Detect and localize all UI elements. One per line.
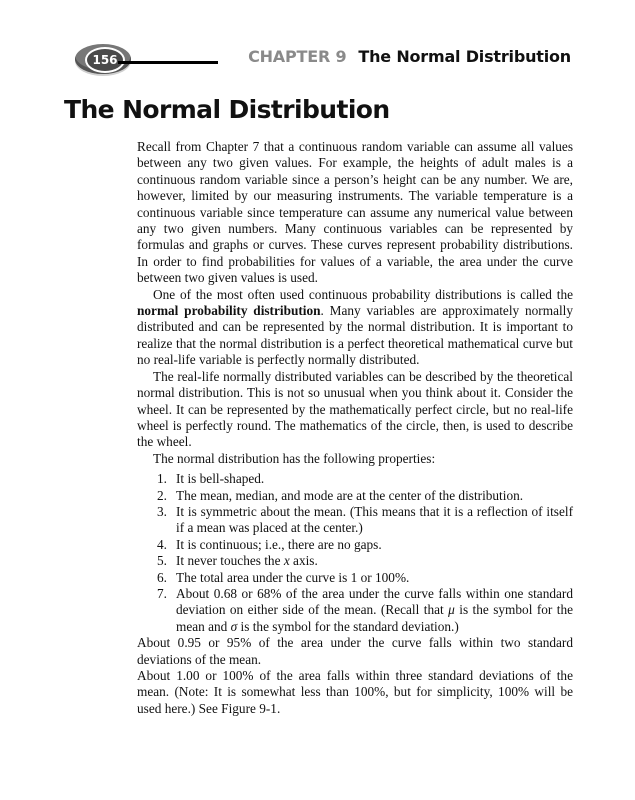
sigma-symbol: σ xyxy=(230,618,238,634)
list-number: 7. xyxy=(157,585,167,601)
list-number: 6. xyxy=(157,569,167,585)
body-text xyxy=(137,139,573,717)
chapter-title: The Normal Distribution xyxy=(358,47,571,66)
list-number: 3. xyxy=(157,503,167,519)
paragraph-1: Recall from Chapter 7 that a continuous random variable can assume all values between any two given values. For example, the heights of adult males is a continuous random variable since a person’s height can be any number. We are, however, limited by our measuring instruments. The variable temperature is a continuous variable since temperature can assume any numerical value between any two given numbers. Many continuous variables can be represented by formulas and graphs or curves. These curves represent probability distributions. In order to find probabilities for values of a variable, the area under the curve between two given values is used. xyxy=(137,139,573,286)
list-text: It is bell-shaped. xyxy=(176,471,265,487)
chapter-label: CHAPTER 9 xyxy=(248,47,347,66)
list-text: It is symmetric about the mean. (This means that it is a reflection of itself if a mean was placed at the center.) xyxy=(176,503,573,536)
list-text-cont: is the symbol for the mean and xyxy=(176,602,574,634)
paragraph-4: The normal distribution has the following properties: xyxy=(153,450,436,466)
paragraph-2-text: One of the most often used continuous probability distributions is called the xyxy=(153,286,573,302)
list-text: About 0.68 or 68% of the area under the curve falls within one standard deviation on either side of the mean. (Recall that xyxy=(176,585,573,618)
list-item xyxy=(137,586,573,635)
list-item xyxy=(137,488,573,504)
page-number: 156 xyxy=(85,47,125,73)
list-text-cont: is the symbol for the standard deviation.) xyxy=(237,618,459,634)
running-header xyxy=(0,0,635,90)
section-title: The Normal Distribution xyxy=(64,95,390,124)
list-text: It never touches the xyxy=(176,553,284,569)
list-item xyxy=(137,570,573,586)
list-item-7-continuation-2: About 1.00 or 100% of the area falls within three standard deviations of the mean. (Note: It is somewhat less than 100%, but for simplicity, 100% will be used here.) See Figure 9-1. xyxy=(137,668,573,716)
list-item xyxy=(137,504,573,537)
list-number: 1. xyxy=(157,471,167,487)
list-text: The total area under the curve is 1 or 100%. xyxy=(176,569,410,585)
list-number: 5. xyxy=(157,553,167,569)
list-number: 2. xyxy=(157,487,167,503)
paragraph-2 xyxy=(137,287,573,369)
list-item xyxy=(137,537,573,553)
chapter-heading xyxy=(248,47,571,66)
paragraph-3: The real-life normally distributed variables can be described by the theoretical normal distribution. This is not so unusual when you think about it. Consider the wheel. It can be represented by the mathematically perfect circle, but no real-life wheel is perfectly round. The mathematics of the circle, then, is used to describe the wheel. xyxy=(137,368,573,450)
x-symbol: x xyxy=(283,553,290,569)
properties-list xyxy=(137,471,573,635)
list-text-cont: axis. xyxy=(289,553,318,569)
list-item xyxy=(137,471,573,487)
list-text: The mean, median, and mode are at the center of the distribution. xyxy=(176,487,524,503)
list-item xyxy=(137,553,573,569)
list-number: 4. xyxy=(157,536,167,552)
header-rule xyxy=(118,61,218,64)
term-normal-probability-distribution: normal probability distribution xyxy=(137,303,321,319)
mu-symbol: μ xyxy=(448,602,455,618)
paragraph-2-text-cont: . Many variables are approximately normally distributed and can be represented by the normal distribution. It is important to realize that the normal distribution is a perfect theoretical mathematical curve but no real-life variable is perfectly normally distributed. xyxy=(137,303,574,368)
list-item-7-continuation-1: About 0.95 or 95% of the area under the curve falls within two standard deviations of the mean. xyxy=(137,635,573,667)
list-text: It is continuous; i.e., there are no gaps. xyxy=(176,536,382,552)
